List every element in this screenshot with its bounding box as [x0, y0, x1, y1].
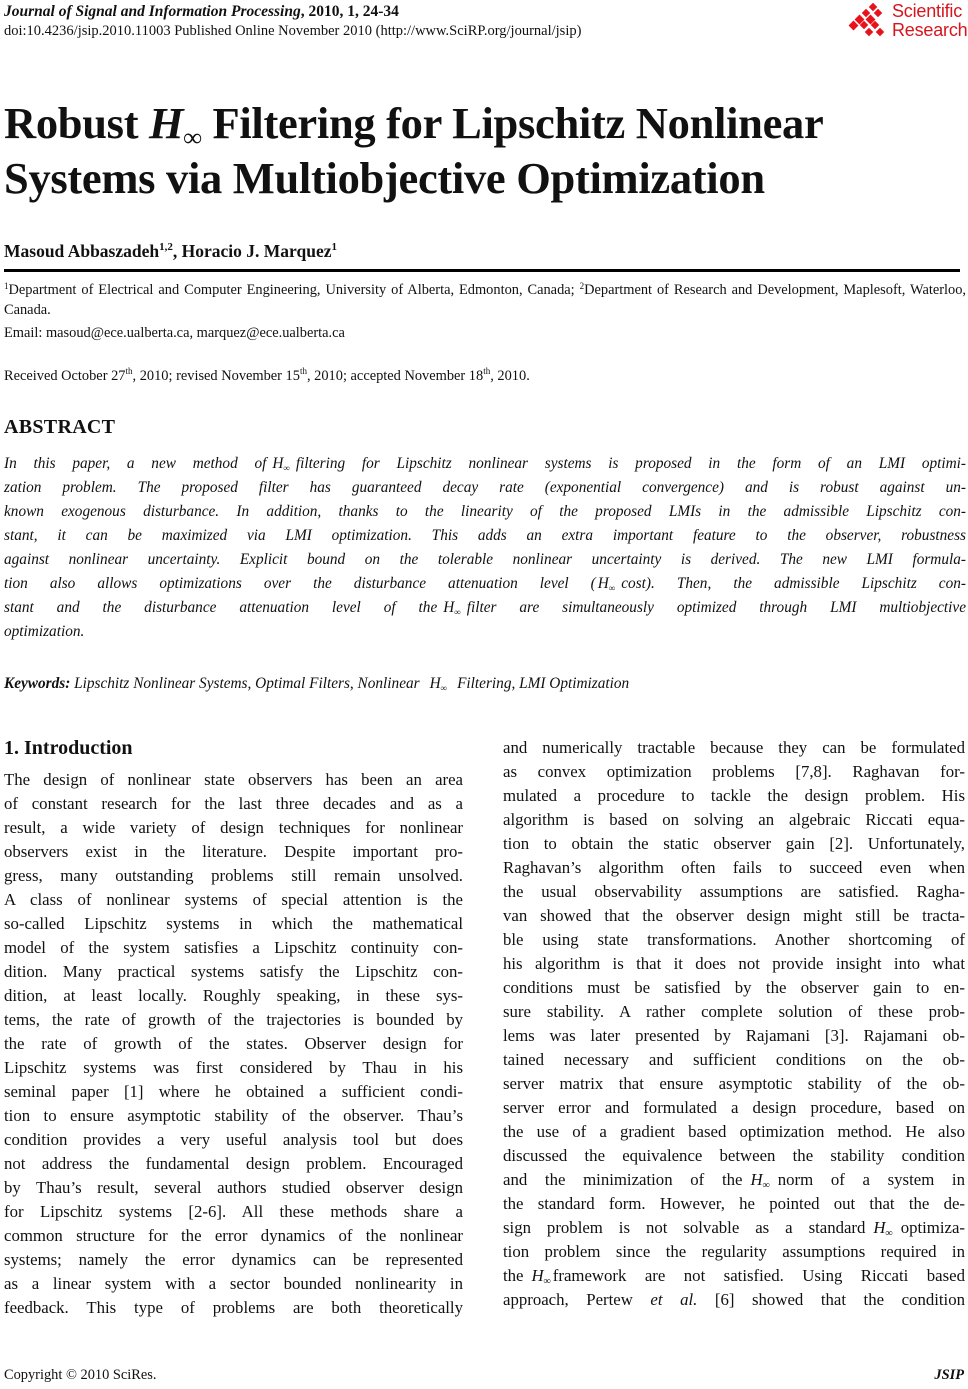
journal-name: Journal of Signal and Information Processing [4, 3, 301, 20]
body-line: discussed the equivalence between the stability condition [503, 1146, 965, 1165]
body-line: and numerically tractable because they can be formulated [503, 738, 965, 757]
publisher-logo [848, 2, 968, 42]
abstract-line [4, 572, 966, 596]
body-line: the usual observability assumptions are satisfied. Ragha- [503, 882, 965, 901]
abstract-line [4, 596, 966, 620]
body-line: the rate of growth of the states. Observer design for [4, 1034, 463, 1053]
abstract-line: optimization. [4, 623, 85, 640]
body-line: server matrix that ensure asymptotic stability of the ob- [503, 1074, 965, 1093]
title-part-1: Robust [4, 98, 150, 148]
body-line: tion to ensure asymptotic stability of the observer. Thau’s [4, 1106, 463, 1125]
infinity-subscript: ∞ [885, 1228, 893, 1239]
title-part-2: Filtering for Lipschitz Nonlinear [201, 98, 824, 148]
h-infinity-symbol [532, 1264, 551, 1288]
body-line: so-called Lipschitz systems in which the mathematical [4, 914, 463, 933]
affiliation-sup: 2 [579, 281, 585, 291]
h-infinity-symbol [430, 672, 447, 696]
logo-text [892, 2, 967, 40]
text-span: tion also allows optimizations over the disturbance attenuation level ( [4, 575, 596, 592]
h-infinity-symbol [598, 572, 615, 596]
text-span: norm of a system in [777, 1170, 965, 1189]
logo-line-1: Scientific [892, 1, 963, 21]
h-letter: H [750, 1170, 763, 1189]
abstract-line: known exogenous disturbance. In addition, thanks to the linearity of the proposed LMIs in the admissible Lipschitz con- [4, 503, 966, 520]
infinity-subscript: ∞ [454, 607, 461, 617]
body-line: the use of a gradient based optimization method. He also [503, 1122, 965, 1141]
body-line: dition, at least locally. Roughly speaking, in these sys- [4, 986, 463, 1005]
journal-header [4, 2, 581, 40]
body-line [503, 1288, 965, 1312]
keywords-colon: : [65, 675, 75, 692]
body-line: The design of nonlinear state observers has been an area [4, 770, 463, 789]
body-line: feedback. This type of problems are both theoretically [4, 1298, 463, 1317]
body-line: condition provides a very useful analysis tool but does [4, 1130, 463, 1149]
body-line: the standard form. However, he pointed out that the de- [503, 1194, 965, 1213]
abstract-body [4, 452, 966, 644]
body-line: tems, the rate of growth of the trajectories is bounded by [4, 1010, 463, 1029]
email-line: Email: masoud@ece.ualberta.ca, marquez@ece.ualberta.ca [4, 325, 345, 341]
journal-volume-info: , 2010, 1, 24-34 [300, 3, 399, 20]
text-span: and the minimization of the [503, 1170, 743, 1189]
body-line: of constant research for the last three decades and as a [4, 794, 463, 813]
affiliation-sup: 1 [4, 281, 9, 291]
text-span: optimiza- [900, 1218, 965, 1237]
scientific-research-diamond-icon [848, 3, 890, 39]
right-column-text [503, 736, 965, 1312]
text-span: framework are not satisfied. Using Riccati based [552, 1266, 965, 1285]
affiliation-1: Department of Electrical and Computer Engineering, University of Alberta, Edmonton, Canada; [8, 282, 580, 298]
body-line: van showed that the observer design might still be tracta- [503, 906, 965, 925]
body-line: gress, many outstanding problems still remain unsolved. [4, 866, 463, 885]
h-letter: H [443, 599, 455, 616]
h-letter: H [873, 1218, 886, 1237]
body-line: tained necessary and sufficient conditions on the ob- [503, 1050, 965, 1069]
infinity-subscript: ∞ [543, 1276, 551, 1287]
text-span: filtering for Lipschitz nonlinear systems is proposed in the form of an LMI optimi- [295, 455, 967, 472]
infinity-subscript: ∞ [608, 583, 616, 593]
keywords-list: Lipschitz Nonlinear Systems, Optimal Filters, Nonlinear [74, 675, 420, 692]
h-infinity-symbol [750, 1168, 769, 1192]
title-line-2: Systems via Multiobjective Optimization [4, 153, 765, 203]
footer-journal-abbrev: JSIP [934, 1367, 964, 1383]
author-name: Masoud Abbaszadeh [4, 241, 160, 261]
body-line: A class of nonlinear systems of special attention is the [4, 890, 463, 909]
h-letter: H [272, 455, 284, 472]
text-span: sign problem is not solvable as a standard [503, 1218, 866, 1237]
body-line: lems was later presented by Rajamani [3]. Rajamani ob- [503, 1026, 965, 1045]
body-line: tion to obtain the static observer gain [2]. Unfortunately, [503, 834, 965, 853]
body-line: tion problem since the regularity assumptions required in [503, 1242, 965, 1261]
ordinal-sup: th [483, 366, 491, 376]
logo-line-2: Research [892, 20, 968, 40]
body-line: Raghavan’s algorithm often fails to succeed even when [503, 858, 965, 877]
text-span: approach, Pertew [503, 1290, 633, 1309]
body-line: Lipschitz systems was first considered by Thau in his [4, 1058, 463, 1077]
body-line: his algorithm is that it does not provide insight into what [503, 954, 965, 973]
body-line: common structure for the error dynamics of the nonlinear [4, 1226, 463, 1245]
body-line: by Thau’s result, several authors studied observer design [4, 1178, 463, 1197]
year-suffix: , 2010. [490, 368, 530, 384]
h-infinity-symbol [149, 98, 202, 152]
h-letter: H [429, 675, 441, 692]
h-letter: H [597, 575, 609, 592]
h-infinity-symbol [272, 452, 289, 476]
body-line [503, 1216, 965, 1240]
section-heading-introduction: 1. Introduction [4, 737, 133, 759]
text-span: cost). Then, the admissible Lipschitz con- [621, 575, 966, 592]
body-line: mulated a procedure to tackle the design problem. His [503, 786, 965, 805]
accepted-date: , 2010; accepted November 18 [306, 368, 484, 384]
text-span: In this paper, a new method of [4, 455, 267, 472]
header-divider [4, 269, 960, 272]
abstract-line: against nonlinear uncertainty. Explicit bound on the tolerable nonlinear uncertainty is derived. The new LMI formula- [4, 551, 966, 568]
text-span: filter are simultaneously optimized through LMI multiobjective [466, 599, 967, 616]
body-line: dition. Many practical systems satisfy the Lipschitz con- [4, 962, 463, 981]
body-line: as convex optimization problems [7,8]. Raghavan for- [503, 762, 965, 781]
h-infinity-symbol [873, 1216, 892, 1240]
abstract-heading: ABSTRACT [4, 416, 116, 438]
body-line [503, 1168, 965, 1192]
affiliations [4, 281, 966, 320]
keywords-label: Keywords [4, 675, 66, 692]
body-line [503, 1264, 965, 1288]
author-affiliation-sup: 1,2 [159, 241, 173, 253]
keywords-list-end: Filtering, LMI Optimization [457, 675, 630, 692]
infinity-subscript: ∞ [283, 463, 290, 473]
text-span: stant and the disturbance attenuation level of the [4, 599, 438, 616]
infinity-subscript: ∞ [440, 683, 448, 693]
left-column-text [4, 768, 463, 1320]
body-line: as a linear system with a sector bounded nonlinearity in [4, 1274, 463, 1293]
body-line: observers exist in the literature. Despite important pro- [4, 842, 463, 861]
abstract-line: zation problem. The proposed filter has guaranteed decay rate (exponential convergence) and is robust against un- [4, 479, 966, 496]
footer-copyright: Copyright © 2010 SciRes. [4, 1367, 157, 1383]
abstract-line [4, 452, 966, 476]
body-line: server error and formulated a design procedure, based on [503, 1098, 965, 1117]
body-line: result, a wide variety of design techniques for nonlinear [4, 818, 463, 837]
body-line: conditions must be satisfied by the observer gain to en- [503, 978, 965, 997]
author-name: Horacio J. Marquez [181, 241, 332, 261]
body-line: model of the system satisfies a Lipschitz continuity con- [4, 938, 463, 957]
ordinal-sup: th [299, 366, 307, 376]
body-line: for Lipschitz systems [2-6]. All these methods share a [4, 1202, 463, 1221]
h-infinity-symbol [443, 596, 460, 620]
body-line: seminal paper [1] where he obtained a sufficient condi- [4, 1082, 463, 1101]
body-line: systems; namely the error dynamics can be represented [4, 1250, 463, 1269]
keywords [4, 672, 629, 696]
abstract-line: stant, it can be maximized via LMI optimization. This adds an extra important feature to the observer, robustness [4, 527, 966, 544]
et-al-italic: et al. [650, 1290, 698, 1309]
body-line: algorithm is based on solving an algebraic Riccati equa- [503, 810, 965, 829]
author-affiliation-sup: 1 [331, 241, 337, 253]
body-line: ble using state transformations. Another shortcoming of [503, 930, 965, 949]
doi-line: doi:10.4236/jsip.2010.11003 Published Online November 2010 (http://www.SciRP.org/journal/jsip) [4, 23, 582, 39]
h-letter: H [531, 1266, 544, 1285]
body-line: sure stability. A rather complete solution of these prob- [503, 1002, 965, 1021]
infinity-subscript: ∞ [762, 1180, 770, 1191]
revised-date: , 2010; revised November 15 [132, 368, 300, 384]
text-span: the [503, 1266, 524, 1285]
affiliation-2: Department of Research and Development, Maplesoft, Waterloo, Canada. [4, 282, 966, 318]
journal-citation [4, 2, 581, 22]
body-line: not address the fundamental design problem. Encouraged [4, 1154, 463, 1173]
author-separator: , [172, 241, 182, 261]
h-letter: H [149, 98, 184, 148]
ordinal-sup: th [125, 366, 133, 376]
author-list [4, 240, 337, 262]
paper-title [4, 96, 964, 206]
text-span: [6] showed that the condition [714, 1290, 965, 1309]
infinity-subscript: ∞ [183, 123, 202, 152]
received-dates [4, 366, 530, 386]
received-date: Received October 27 [4, 368, 126, 384]
